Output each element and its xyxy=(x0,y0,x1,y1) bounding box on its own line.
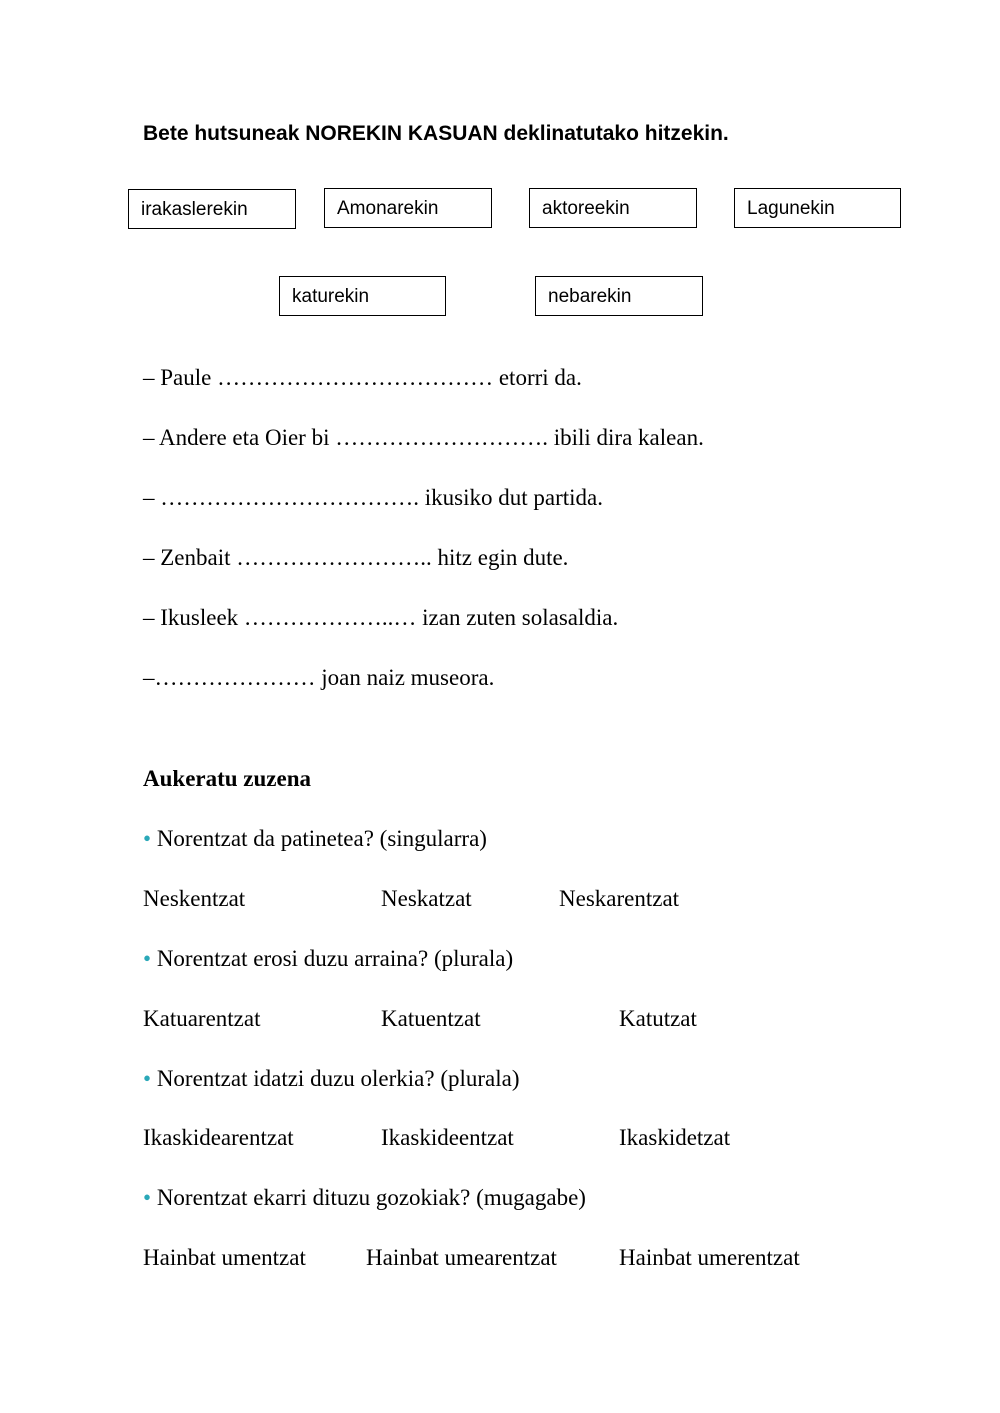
word-box: nebarekin xyxy=(535,276,703,316)
sentence: – Ikusleek ………………..… izan zuten solasaldia. xyxy=(143,605,619,630)
word-box: katurekin xyxy=(279,276,446,316)
answer-option[interactable]: Katuarentzat xyxy=(143,1006,261,1031)
answer-option[interactable]: Hainbat umentzat xyxy=(143,1245,306,1270)
answer-option[interactable]: Katuentzat xyxy=(381,1006,481,1031)
bullet-icon: • xyxy=(143,1066,152,1091)
sentence: – Andere eta Oier bi ………………………. ibili dira kalean. xyxy=(143,425,704,450)
question xyxy=(143,1066,520,1092)
sentence: – Zenbait …………………….. hitz egin dute. xyxy=(143,545,569,570)
bullet-icon: • xyxy=(143,946,152,971)
sentence: – ……………………………. ikusiko dut partida. xyxy=(143,485,603,510)
word-box: irakaslerekin xyxy=(128,189,296,229)
answer-option[interactable]: Ikaskidearentzat xyxy=(143,1125,294,1150)
question-text: Norentzat idatzi duzu olerkia? (plurala) xyxy=(156,1066,520,1091)
question xyxy=(143,826,487,852)
question xyxy=(143,1185,586,1211)
worksheet-title: Bete hutsuneak NOREKIN KASUAN deklinatutako hitzekin. xyxy=(143,122,729,145)
answer-option[interactable]: Hainbat umearentzat xyxy=(366,1245,557,1270)
question-text: Norentzat ekarri dituzu gozokiak? (mugagabe) xyxy=(156,1185,586,1210)
answer-option[interactable]: Ikaskidetzat xyxy=(619,1125,731,1150)
answer-option[interactable]: Ikaskideentzat xyxy=(381,1125,514,1150)
sentence: –………………… joan naiz museora. xyxy=(143,665,495,690)
question-text: Norentzat erosi duzu arraina? (plurala) xyxy=(156,946,514,971)
sentence: – Paule ……………………………… etorri da. xyxy=(143,365,582,390)
question-text: Norentzat da patinetea? (singularra) xyxy=(156,826,487,851)
answer-option[interactable]: Neskentzat xyxy=(143,886,246,911)
answer-option[interactable]: Katutzat xyxy=(619,1006,697,1031)
answer-option[interactable]: Neskarentzat xyxy=(559,886,680,911)
word-box: Amonarekin xyxy=(324,188,492,228)
answer-option[interactable]: Neskatzat xyxy=(381,886,472,911)
answer-option[interactable]: Hainbat umerentzat xyxy=(619,1245,800,1270)
question xyxy=(143,946,513,972)
word-box: Lagunekin xyxy=(734,188,901,228)
bullet-icon: • xyxy=(143,826,152,851)
section-heading: Aukeratu zuzena xyxy=(143,766,312,791)
word-box: aktoreekin xyxy=(529,188,697,228)
bullet-icon: • xyxy=(143,1185,152,1210)
